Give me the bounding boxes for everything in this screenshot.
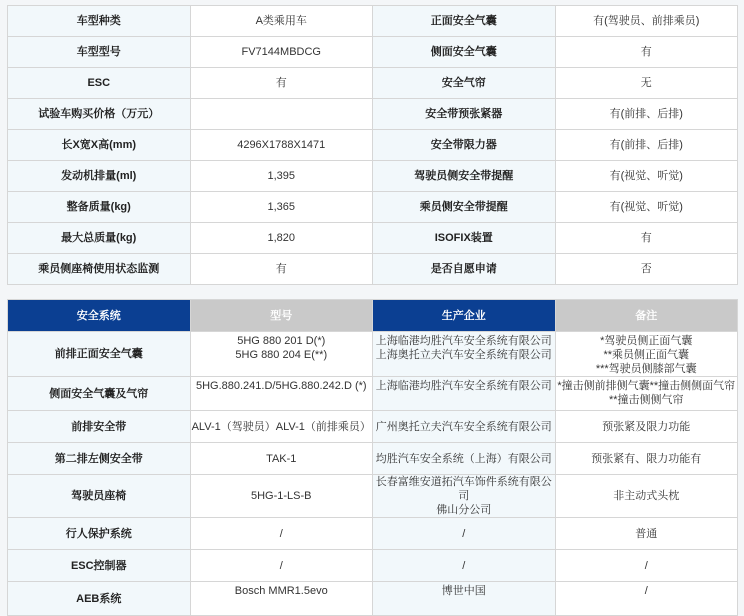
cell-system: ESC控制器 (8, 550, 191, 582)
spec-label: 试验车购买价格（万元） (8, 99, 191, 130)
vehicle-spec-table (7, 5, 738, 285)
cell-model (190, 582, 373, 616)
spec-value: 有(驾驶员、前排乘员) (555, 6, 738, 37)
spec-row (8, 223, 738, 254)
model-line: TAK-1 (266, 452, 297, 465)
model-line: / (279, 527, 283, 540)
system-row (8, 377, 738, 411)
spec-label: 乘员侧座椅使用状态监测 (8, 254, 191, 285)
cell-model (190, 475, 373, 518)
header-system: 安全系统 (8, 300, 191, 332)
spec-label: 驾驶员侧安全带提醒 (373, 161, 556, 192)
cell-system: 前排安全带 (8, 411, 191, 443)
spec-value: A类乘用车 (190, 6, 373, 37)
spec-label: 整备质量(kg) (8, 192, 191, 223)
cell-note (555, 443, 738, 475)
maker-line: 广州奥托立夫汽车安全系统有限公司 (375, 420, 552, 433)
note-line: / (644, 559, 648, 572)
spec-label: ISOFIX装置 (373, 223, 556, 254)
cell-system: 侧面安全气囊及气帘 (8, 377, 191, 411)
cell-note (555, 377, 738, 411)
cell-system: 前排正面安全气囊 (8, 332, 191, 377)
spec-value: 4296X1788X1471 (190, 130, 373, 161)
maker-line: 博世中国 (441, 585, 486, 597)
spec-row (8, 99, 738, 130)
spec-value: 有(视觉、听觉) (555, 161, 738, 192)
model-line: / (279, 559, 283, 572)
table-header-row (8, 300, 738, 332)
note-line: 普通 (635, 527, 658, 540)
spec-value: 有(前排、后排) (555, 99, 738, 130)
cell-note (555, 332, 738, 377)
header-model: 型号 (190, 300, 373, 332)
system-row (8, 550, 738, 582)
spec-label: 乘员侧安全带提醒 (373, 192, 556, 223)
spec-row (8, 161, 738, 192)
spec-row (8, 6, 738, 37)
spec-value: 否 (555, 254, 738, 285)
spec-value: 有(视觉、听觉) (555, 192, 738, 223)
model-line: 5HG 880 204 E(**) (235, 349, 328, 361)
spec-label: 车型种类 (8, 6, 191, 37)
cell-system: 驾驶员座椅 (8, 475, 191, 518)
model-line: Bosch MMR1.5evo (234, 585, 328, 597)
spec-row (8, 130, 738, 161)
cell-model (190, 377, 373, 411)
cell-note (555, 582, 738, 616)
system-row (8, 332, 738, 377)
cell-maker (373, 582, 556, 616)
system-row (8, 518, 738, 550)
spec-row (8, 37, 738, 68)
header-note: 备注 (555, 300, 738, 332)
model-line: ALV-1（驾驶员）ALV-1（前排乘员） (191, 420, 371, 433)
spec-value: 有 (555, 37, 738, 68)
cell-model (190, 332, 373, 377)
spec-row (8, 68, 738, 99)
spec-label: 是否自愿申请 (373, 254, 556, 285)
cell-system: 行人保护系统 (8, 518, 191, 550)
note-line: **撞击侧侧气帘 (608, 394, 684, 406)
cell-model (190, 550, 373, 582)
note-line: *驾驶员侧正面气囊 (600, 335, 693, 347)
spec-value: 1,820 (190, 223, 373, 254)
system-row (8, 443, 738, 475)
cell-note (555, 518, 738, 550)
spec-row (8, 254, 738, 285)
maker-line: 上海奥托立夫汽车安全系统有限公司 (375, 349, 552, 361)
spec-value: 有 (555, 223, 738, 254)
spec-label: 最大总质量(kg) (8, 223, 191, 254)
note-line: 预张紧有、限力功能有 (591, 452, 702, 465)
cell-maker (373, 377, 556, 411)
cell-note (555, 411, 738, 443)
spec-label: 发动机排量(ml) (8, 161, 191, 192)
spec-value: 1,365 (190, 192, 373, 223)
cell-maker (373, 332, 556, 377)
spec-label: 安全气帘 (373, 68, 556, 99)
system-row (8, 475, 738, 518)
maker-line: 佛山分公司 (436, 504, 492, 516)
cell-model (190, 443, 373, 475)
maker-line: / (462, 559, 466, 572)
maker-line: 均胜汽车安全系统（上海）有限公司 (375, 452, 552, 465)
spec-label: 长X宽X高(mm) (8, 130, 191, 161)
model-line: 5HG-1-LS-B (250, 490, 312, 502)
note-line: **乘员侧正面气囊 (603, 349, 690, 361)
cell-model (190, 518, 373, 550)
cell-maker (373, 518, 556, 550)
spec-label: 安全带限力器 (373, 130, 556, 161)
maker-line: 长春富维安道拓汽车饰件系统有限公司 (375, 476, 552, 502)
spec-value: 有 (190, 68, 373, 99)
spec-label: ESC (8, 68, 191, 99)
cell-maker (373, 443, 556, 475)
system-row (8, 411, 738, 443)
model-line: 5HG.880.241.D/5HG.880.242.D (*) (195, 380, 367, 392)
spec-value: FV7144MBDCG (190, 37, 373, 68)
spec-label: 安全带预张紧器 (373, 99, 556, 130)
header-maker: 生产企业 (373, 300, 556, 332)
spec-value: 有(前排、后排) (555, 130, 738, 161)
note-line: *撞击侧前排侧气囊**撞击侧侧面气帘 (557, 380, 736, 392)
spec-row (8, 192, 738, 223)
cell-system: AEB系统 (8, 582, 191, 616)
cell-system: 第二排左侧安全带 (8, 443, 191, 475)
spec-value: 无 (555, 68, 738, 99)
spec-value: 有 (190, 254, 373, 285)
spec-label: 车型型号 (8, 37, 191, 68)
note-line: 非主动式头枕 (613, 490, 680, 502)
cell-note (555, 475, 738, 518)
note-line: ***驾驶员侧膝部气囊 (595, 363, 697, 375)
maker-line: 上海临港均胜汽车安全系统有限公司 (375, 335, 552, 347)
system-row (8, 582, 738, 616)
cell-maker (373, 411, 556, 443)
maker-line: 上海临港均胜汽车安全系统有限公司 (375, 380, 552, 392)
spec-value: 1,395 (190, 161, 373, 192)
safety-system-table (7, 299, 738, 616)
cell-maker (373, 550, 556, 582)
spec-label: 正面安全气囊 (373, 6, 556, 37)
model-line: 5HG 880 201 D(*) (237, 335, 326, 347)
cell-maker (373, 475, 556, 518)
note-line: / (644, 585, 648, 597)
cell-model (190, 411, 373, 443)
note-line: 预张紧及限力功能 (602, 420, 691, 433)
spec-value (190, 99, 373, 130)
spec-label: 侧面安全气囊 (373, 37, 556, 68)
cell-note (555, 550, 738, 582)
maker-line: / (462, 527, 466, 540)
